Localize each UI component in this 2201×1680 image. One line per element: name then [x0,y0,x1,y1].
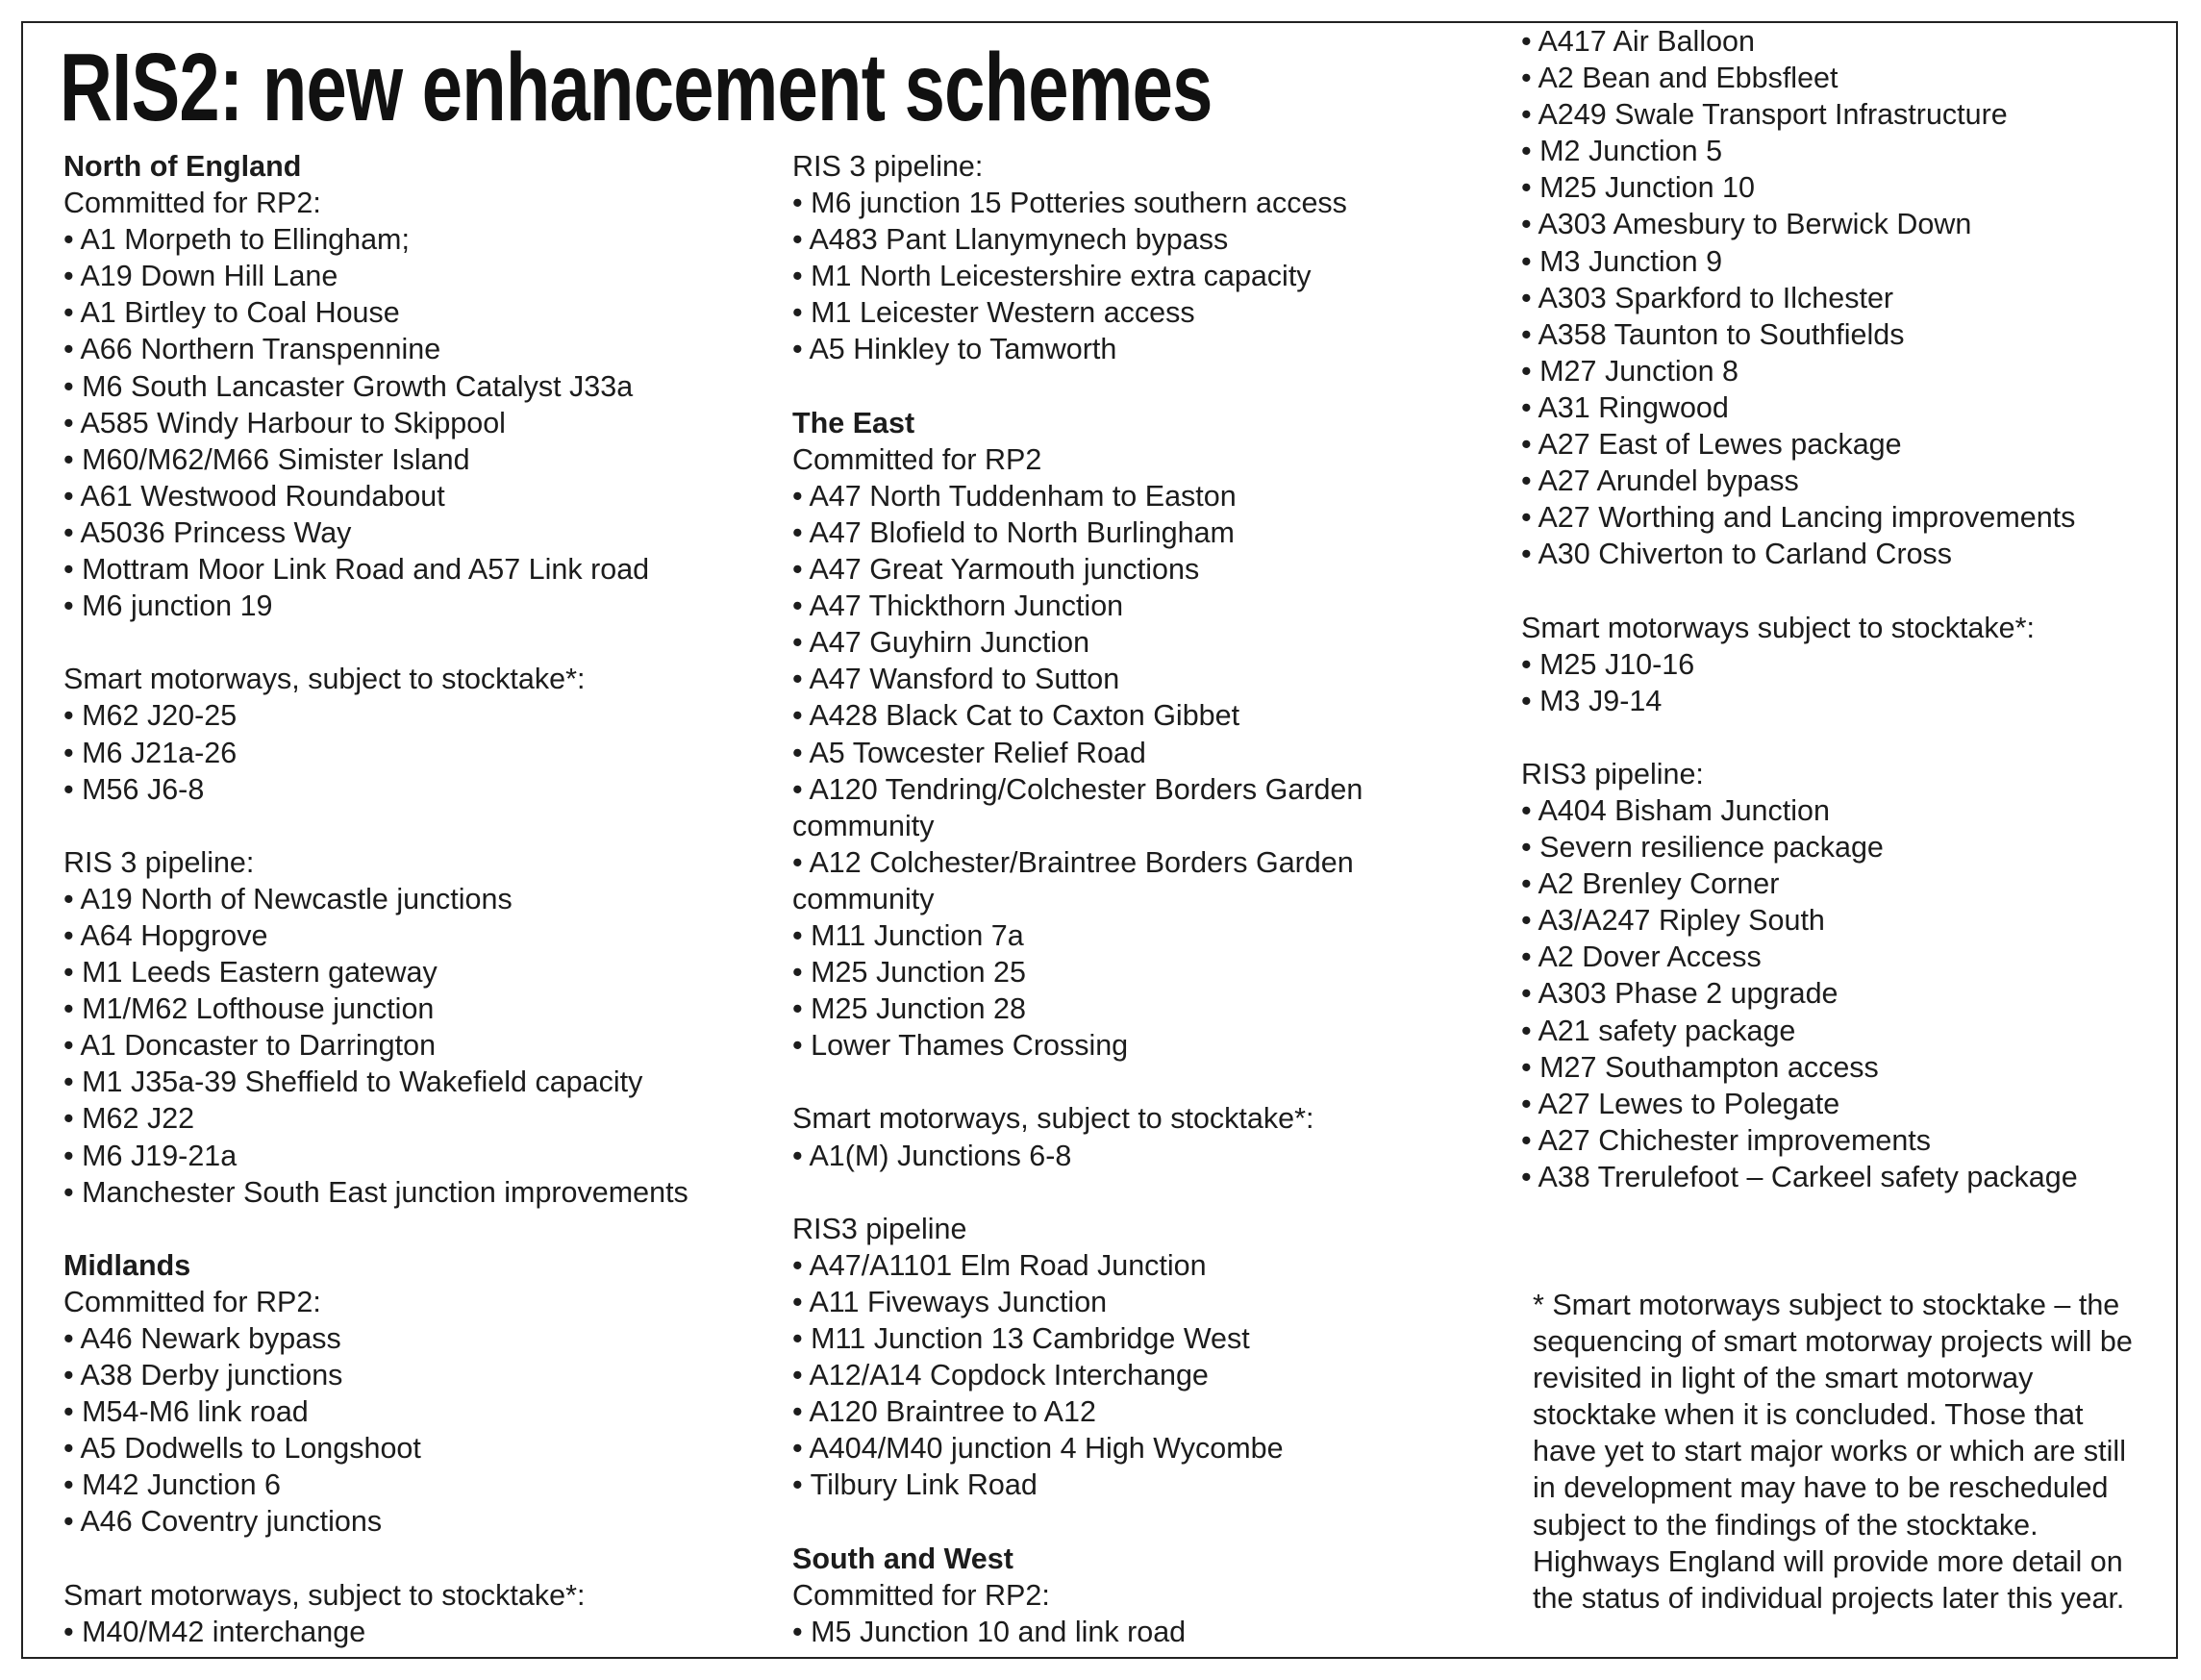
list-item: • A5 Dodwells to Longshoot [63,1432,421,1466]
list-item: • A303 Phase 2 upgrade [1521,977,1838,1011]
list-item: • A358 Taunton to Southfields [1521,317,1905,351]
list-item: • M54-M6 link road [63,1395,309,1429]
list-item: • A120 Tendring/Colchester Borders Garden community [792,772,1363,842]
list-item: • A1 Morpeth to Ellingham; [63,223,410,257]
list-item: • M1 Leeds Eastern gateway [63,956,438,990]
list-item: • M42 Junction 6 [63,1468,281,1502]
list-item: • M25 Junction 25 [792,956,1026,990]
list-item: • M6 South Lancaster Growth Catalyst J33a [63,369,634,403]
section-heading: The East [792,406,915,439]
list-item: • A27 Lewes to Polegate [1521,1087,1840,1120]
list-item: • A1 Doncaster to Darrington [63,1029,437,1063]
list-item: • Manchester South East junction improvements [63,1175,688,1209]
list-item: • A12 Colchester/Braintree Borders Garden community [792,845,1354,915]
section-heading: South and West [792,1542,1013,1575]
list-item: • M27 Southampton access [1521,1050,1879,1084]
list-item: • A47 Great Yarmouth junctions [792,553,1200,587]
list-item: • A12/A14 Copdock Interchange [792,1359,1209,1392]
list-item: • A404 Bisham Junction [1521,793,1830,827]
list-item: • A38 Derby junctions [63,1359,343,1392]
list-item: • A27 Chichester improvements [1521,1123,1932,1157]
list-item: • M25 Junction 10 [1521,171,1755,205]
list-item: • A2 Brenley Corner [1521,867,1780,901]
list-item: • A5036 Princess Way [63,515,352,549]
list-item: • M1 North Leicestershire extra capacity [792,260,1312,293]
column-3 [1521,23,2156,1617]
list-item: • M11 Junction 7a [792,918,1024,952]
list-item: • A303 Sparkford to Ilchester [1521,281,1894,314]
list-item: • M60/M62/M66 Simister Island [63,442,470,476]
section-heading: North of England [63,150,302,183]
list-item: • M62 J22 [63,1102,195,1136]
smart-motorways-label: Smart motorways subject to stocktake*: [1521,611,2035,644]
list-item: • A1(M) Junctions 6-8 [792,1139,1072,1172]
list-item: • M25 J10-16 [1521,647,1695,681]
list-item: • A64 Hopgrove [63,918,268,952]
list-item: • M56 J6-8 [63,772,205,806]
list-item: • M2 Junction 5 [1521,135,1723,168]
committed-label: Committed for RP2: [63,1285,321,1318]
smart-motorways-label: Smart motorways, subject to stocktake*: [63,663,586,696]
pipeline-label: RIS 3 pipeline: [792,150,984,183]
list-item: • M6 junction 19 [63,589,273,623]
section-heading: Midlands [63,1248,191,1282]
list-item: • A47 Thickthorn Junction [792,589,1124,623]
list-item: • A47 Guyhirn Junction [792,626,1090,660]
list-item: • A46 Coventry junctions [63,1505,383,1539]
list-item: • A120 Braintree to A12 [792,1395,1096,1429]
list-item: • Severn resilience package [1521,831,1884,865]
list-item: • Mottram Moor Link Road and A57 Link road [63,553,650,587]
list-item: • M40/M42 interchange [63,1615,366,1648]
list-item: • A27 East of Lewes package [1521,428,1902,462]
pipeline-label: RIS3 pipeline [792,1212,967,1245]
list-item: • M11 Junction 13 Cambridge West [792,1322,1250,1355]
list-item: • M1/M62 Lofthouse junction [63,992,435,1026]
list-item: • A21 safety package [1521,1014,1796,1047]
section-south-and-west-continued [1521,23,2156,1195]
list-item: • A38 Trerulefoot – Carkeel safety package [1521,1160,2078,1193]
list-item: • M6 J19-21a [63,1139,238,1172]
list-item: • A11 Fiveways Junction [792,1285,1108,1318]
list-item: • A61 Westwood Roundabout [63,479,445,513]
list-item: • A27 Arundel bypass [1521,464,1799,498]
list-item: • M62 J20-25 [63,699,238,733]
footnote: * Smart motorways subject to stocktake – the sequencing of smart motorway projects will be revisited in light of the smart motorway stocktake when it is concluded. Those that have yet to start major works or which are still in development may have to be rescheduled subject to the findings of the stocktake. Highways England will provide more detail on the status of individual projects later this year. [1533,1289,2133,1615]
pipeline-label: RIS3 pipeline: [1521,757,1704,790]
section-midlands-continued [792,148,1465,368]
section-the-east [792,405,1465,1504]
list-item: • A31 Ringwood [1521,390,1729,424]
list-item: • M3 J9-14 [1521,684,1663,717]
list-item: • A47 North Tuddenham to Easton [792,479,1237,513]
list-item: • A404/M40 junction 4 High Wycombe [792,1432,1284,1466]
list-item: • M1 Leicester Western access [792,296,1195,330]
pipeline-label: RIS 3 pipeline: [63,845,255,879]
list-item: • M3 Junction 9 [1521,244,1723,278]
list-item: • A303 Amesbury to Berwick Down [1521,208,1972,241]
list-item: • M1 J35a-39 Sheffield to Wakefield capacity [63,1066,643,1099]
section-midlands [63,1247,765,1650]
list-item: • A428 Black Cat to Caxton Gibbet [792,699,1240,733]
list-item: • A5 Hinkley to Tamworth [792,333,1117,366]
committed-label: Committed for RP2 [792,442,1042,476]
list-item: • A483 Pant Llanymynech bypass [792,223,1229,257]
list-item: • M25 Junction 28 [792,992,1026,1026]
list-item: • A47 Wansford to Sutton [792,663,1120,696]
column-1 [63,148,765,1650]
list-item: • A417 Air Balloon [1521,25,1755,58]
list-item: • M6 J21a-26 [63,736,238,769]
list-item: • A3/A247 Ripley South [1521,904,1825,938]
list-item: • A27 Worthing and Lancing improvements [1521,501,2076,535]
list-item: • A19 North of Newcastle junctions [63,882,513,915]
smart-motorways-label: Smart motorways, subject to stocktake*: [792,1102,1314,1136]
list-item: • A249 Swale Transport Infrastructure [1521,98,2008,132]
section-north-of-england [63,148,765,1211]
list-item: • A46 Newark bypass [63,1322,341,1355]
list-item: • A47/A1101 Elm Road Junction [792,1248,1207,1282]
page-title: RIS2: new enhancement schemes [60,34,1213,141]
list-item: • A585 Windy Harbour to Skippool [63,406,506,439]
column-2 [792,148,1465,1650]
list-item: • A2 Dover Access [1521,940,1762,974]
list-item: • A30 Chiverton to Carland Cross [1521,538,1953,571]
list-item: • A1 Birtley to Coal House [63,296,400,330]
list-item: • Tilbury Link Road [792,1468,1038,1502]
list-item: • M27 Junction 8 [1521,354,1738,388]
committed-label: Committed for RP2: [792,1578,1050,1612]
list-item: • A66 Northern Transpennine [63,333,441,366]
section-south-and-west [792,1541,1465,1650]
list-item: • M5 Junction 10 and link road [792,1615,1187,1648]
committed-label: Committed for RP2: [63,187,321,220]
list-item: • M6 junction 15 Potteries southern access [792,187,1347,220]
smart-motorways-label: Smart motorways, subject to stocktake*: [63,1578,586,1612]
list-item: • A47 Blofield to North Burlingham [792,515,1235,549]
list-item: • A5 Towcester Relief Road [792,736,1146,769]
list-item: • A2 Bean and Ebbsfleet [1521,62,1838,95]
list-item: • A19 Down Hill Lane [63,260,338,293]
list-item: • Lower Thames Crossing [792,1029,1129,1063]
article-box [21,21,2178,1659]
